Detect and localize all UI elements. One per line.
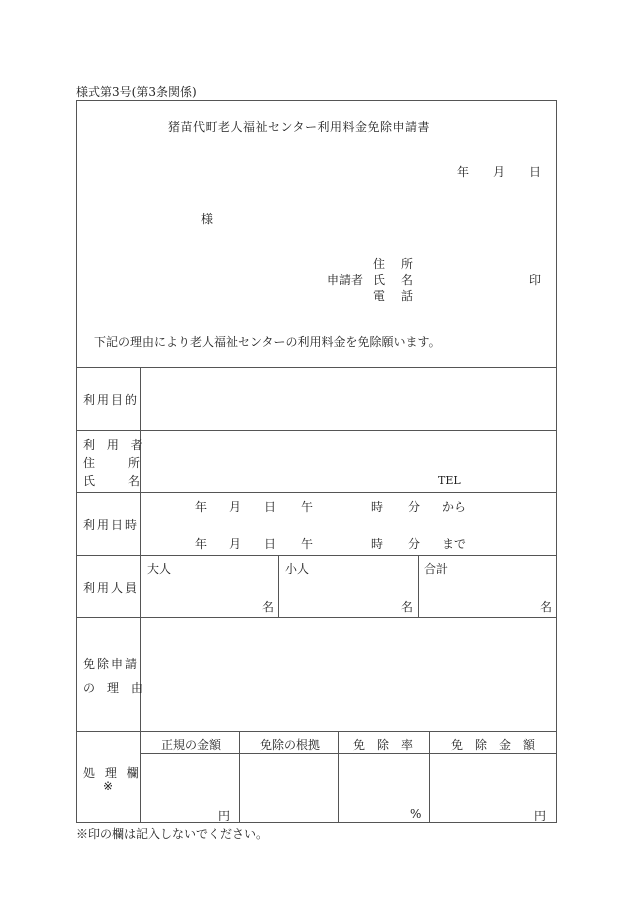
applicant-seal[interactable]: 印: [529, 273, 542, 287]
applicant-name-label: 氏 名: [373, 273, 416, 287]
user-tel-label: TEL: [438, 474, 461, 487]
date-day-label: 日: [529, 165, 542, 179]
applicant-label: 申請者: [327, 273, 364, 287]
date-month-label: 月: [493, 165, 506, 179]
exemption-amount-unit: 円: [534, 809, 547, 823]
adult-label: 大人: [147, 562, 172, 576]
footnote: ※印の欄は記入しないでください。: [76, 827, 269, 841]
date-year-label: 年: [457, 165, 470, 179]
row-divider: [76, 555, 557, 556]
processing-label: 処 理 欄: [83, 766, 142, 780]
processing-column-divider: [429, 731, 430, 823]
processing-column-divider: [338, 731, 339, 823]
processing-column-divider: [239, 731, 240, 823]
purpose-label: 利用目的: [83, 393, 140, 407]
form-number: 様式第3号(第3条関係): [76, 85, 197, 99]
to-day: 日: [264, 537, 277, 551]
from-day: 日: [264, 500, 277, 514]
to-hour: 時: [371, 537, 384, 551]
regular-amount-unit: 円: [218, 809, 231, 823]
child-unit: 名: [401, 600, 414, 614]
from-year: 年: [195, 500, 208, 514]
exemption-rate-unit: %: [410, 807, 422, 821]
from-minute: 分: [408, 500, 421, 514]
people-column-divider: [278, 555, 279, 617]
adult-unit: 名: [262, 600, 275, 614]
from-hour: 時: [371, 500, 384, 514]
processing-header-divider: [140, 753, 557, 754]
user-input[interactable]: [141, 431, 556, 491]
row-divider: [76, 492, 557, 493]
child-label: 小人: [285, 562, 310, 576]
applicant-address-label: 住 所: [373, 257, 416, 271]
user-label-3: 氏 名: [83, 474, 144, 488]
request-text: 下記の理由により老人福祉センターの利用料金を免除願います。: [94, 335, 441, 349]
reason-label-1: 免除申請: [83, 657, 140, 671]
reason-label-2: の 理 由: [83, 681, 144, 695]
applicant-phone-label: 電 話: [373, 289, 416, 303]
total-label: 合計: [424, 562, 449, 576]
addressee-suffix: 様: [201, 212, 214, 226]
to-minute: 分: [408, 537, 421, 551]
from-suffix: から: [442, 500, 467, 514]
datetime-label: 利用日時: [83, 518, 140, 532]
processing-col-regular-amount: 正規の金額: [161, 738, 222, 752]
to-month: 月: [229, 537, 242, 551]
from-noon: 午: [301, 500, 314, 514]
user-label-2: 住 所: [83, 456, 144, 470]
to-noon: 午: [301, 537, 314, 551]
total-unit: 名: [540, 600, 553, 614]
row-divider: [76, 731, 557, 732]
to-suffix: まで: [442, 537, 467, 551]
people-label: 利用人員: [83, 581, 140, 595]
processing-col-exemption-basis: 免除の根拠: [260, 738, 321, 752]
people-column-divider: [418, 555, 419, 617]
processing-mark: ※: [103, 779, 114, 793]
reason-input[interactable]: [141, 618, 556, 730]
purpose-input[interactable]: [141, 368, 556, 429]
user-label-1: 利 用 者: [83, 438, 147, 452]
from-month: 月: [229, 500, 242, 514]
processing-col-exemption-rate: 免 除 率: [353, 738, 414, 752]
form-title: 猪苗代町老人福祉センター利用料金免除申請書: [168, 120, 431, 134]
processing-col-exemption-amount: 免 除 金 額: [451, 738, 536, 752]
to-year: 年: [195, 537, 208, 551]
